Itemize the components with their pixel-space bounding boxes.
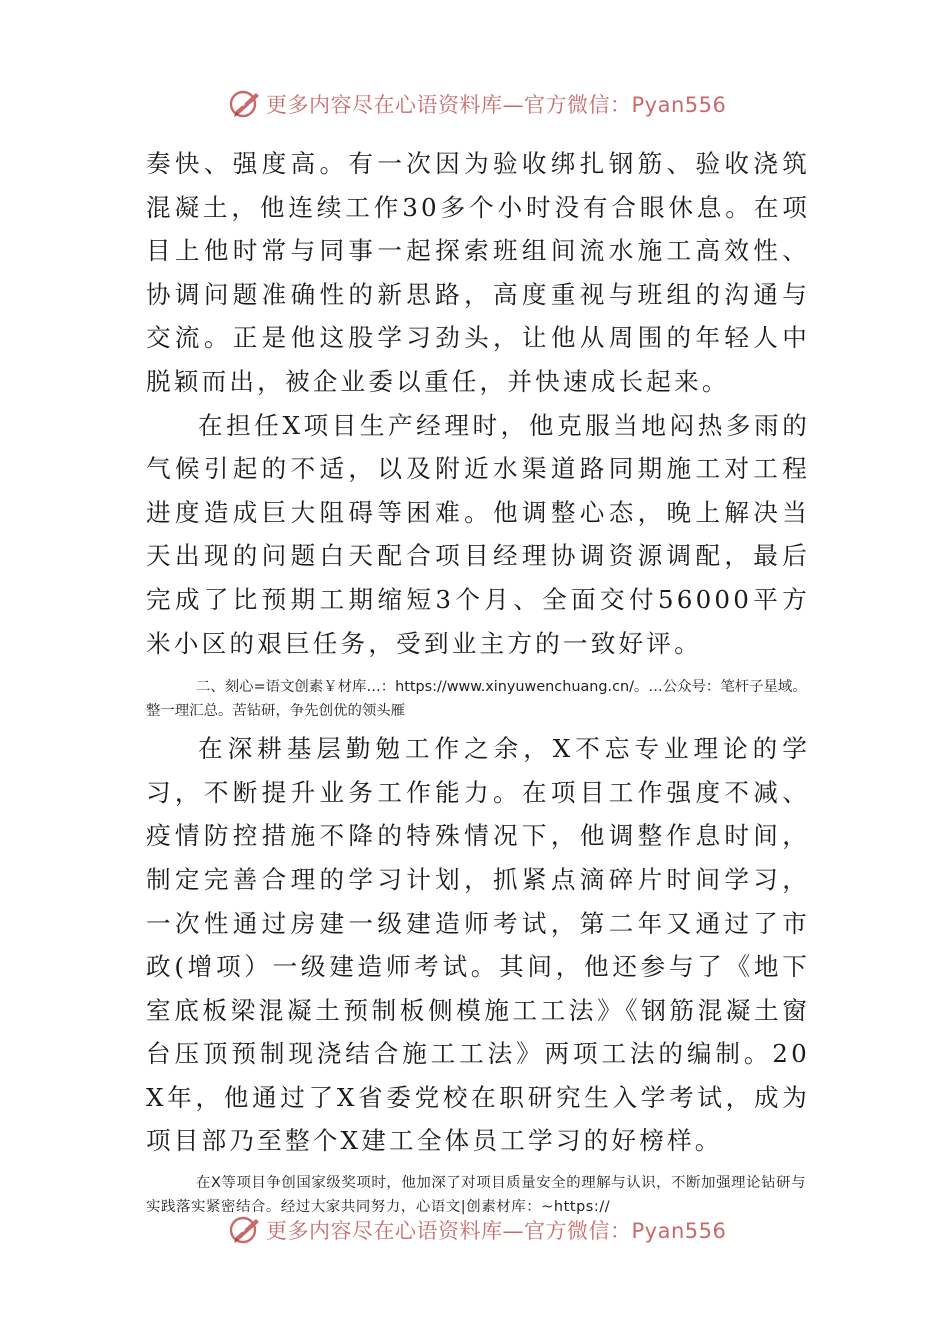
paragraph-1: 奏快、强度高。有一次因为验收绑扎钢筋、验收浇筑混凝土，他连续工作30多个小时没有合眼休息。在项目上他时常与同事一起探索班组间流水施工高效性、协调问题准确性的新思路，高度重视与班组的沟通与交流。正是他这股学习劲头，让他从周围的年轻人中脱颖而出，被企业委以重任，并快速成长起来。 bbox=[146, 149, 810, 396]
paragraph-2: 在担任X项目生产经理时，他克服当地闷热多雨的气候引起的不适，以及附近水渠道路同期施工对工程进度造成巨大阻碍等困难。他调整心态，晚上解决当天出现的问题白天配合项目经理协调资源调配，最后完成了比预期工期缩短3个月、全面交付56000平方米小区的艰巨任务，受到业主方的一致好评。 bbox=[146, 410, 810, 658]
header-banner bbox=[228, 86, 748, 122]
document-body bbox=[146, 142, 810, 1219]
paragraph-4: 在X等项目争创国家级奖项时，他加深了对项目质量安全的理解与认识，不断加强理论钻研与实践落实紧密结合。经过大家共同努力，心语文|创素材库：~https:// bbox=[146, 1175, 807, 1216]
header-banner-text: 更多内容尽在心语资料库—官方微信：Pyan556 bbox=[266, 93, 727, 117]
footer-banner-text: 更多内容尽在心语资料库—官方微信：Pyan556 bbox=[266, 1219, 727, 1243]
pen-logo-icon bbox=[228, 1213, 262, 1247]
footer-banner bbox=[228, 1212, 748, 1248]
pen-logo-icon bbox=[228, 87, 262, 121]
paragraph-3: 在深耕基层勤勉工作之余，X不忘专业理论的学习，不断提升业务工作能力。在项目工作强度不减、疫情防控措施不降的特殊情况下，他调整作息时间，制定完善合理的学习计划，抓紧点滴碎片时间学习，一次性通过房建一级建造师考试，第二年又通过了市政(增项）一级建造师考试。其间，他还参与了《地下室底板梁混凝土预制板侧模施工工法》《钢筋混凝土窗台压顶预制现浇结合施工工法》两项工法的编制。20X年，他通过了X省委党校在职研究生入学考试，成为项目部乃至整个X建工全体员工学习的好榜样。 bbox=[146, 734, 810, 1156]
section-heading: 二、刻心=语文创素￥材库…：https://www.xinyuwenchuang.cn/。…公众号：笔杆子星域。整一理汇总。苦钻研，争先创优的领头雁 bbox=[146, 679, 807, 720]
